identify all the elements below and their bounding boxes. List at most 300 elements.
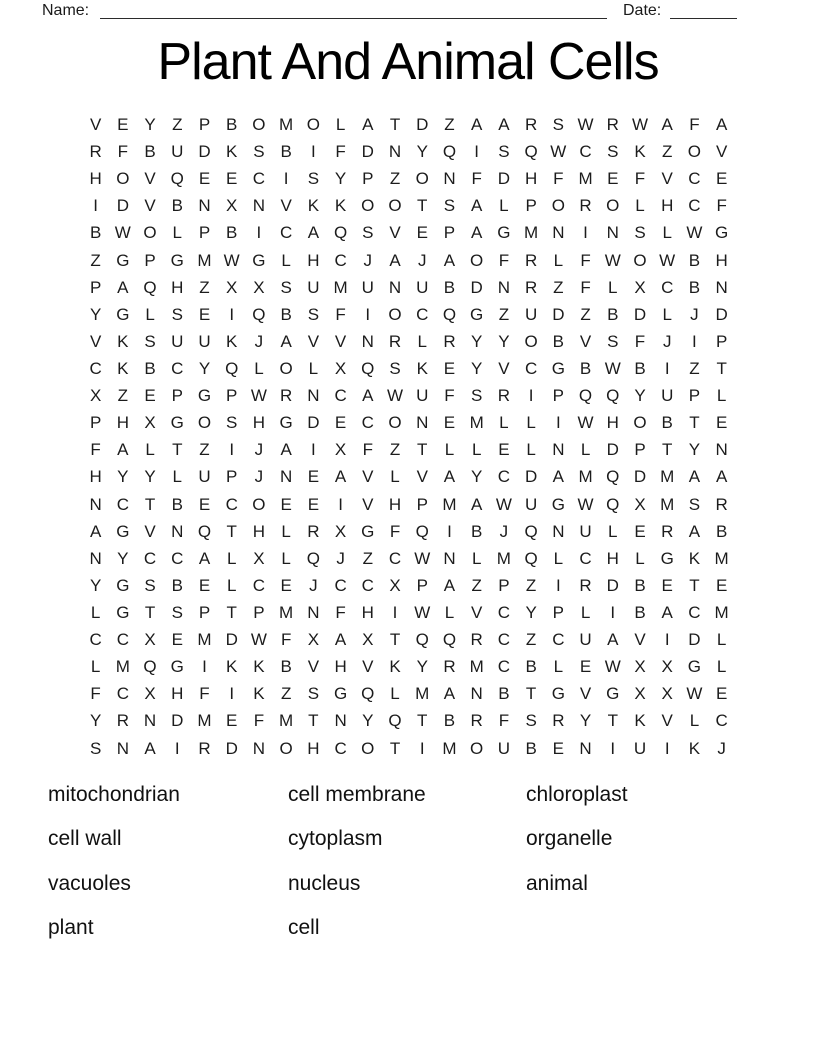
grid-letter-r7-c5: Z [199,277,210,297]
grid-letter-r13-c10: X [334,440,347,460]
grid-letter-r20-c10: A [334,630,347,650]
grid-letter-r2-c22: Z [662,142,673,162]
grid-letter-r23-c11: Y [362,711,374,731]
grid-letter-r17-c3: C [143,548,157,568]
grid-letter-r5-c5: P [198,223,211,243]
grid-letter-r9-c19: V [579,331,592,351]
grid-letter-r1-c3: Y [144,115,156,134]
grid-letter-r20-c8: F [280,630,292,650]
grid-letter-r15-c22: M [660,494,675,514]
grid-letter-r6-c24: H [715,250,728,270]
grid-letter-r19-c5: P [198,602,211,622]
grid-letter-r23-c12: Q [388,711,402,731]
grid-letter-r21-c12: K [389,657,401,677]
grid-letter-r21-c22: X [661,657,673,677]
grid-letter-r18-c9: J [309,575,318,595]
grid-letter-r8-c3: L [145,304,155,324]
grid-letter-r22-c8: Z [280,684,292,704]
grid-letter-r22-c3: X [144,684,156,704]
grid-letter-r11-c21: Y [634,386,646,406]
grid-letter-r9-c17: O [524,331,538,351]
grid-letter-r16-c7: H [252,521,266,541]
grid-letter-r12-c1: P [89,413,102,433]
grid-letter-r6-c2: G [116,250,130,270]
grid-letter-r2-c23: O [687,142,702,162]
grid-letter-r3-c17: H [524,169,538,189]
word-list [48,773,768,950]
grid-letter-r13-c16: E [498,440,510,460]
grid-letter-r19-c2: G [116,602,130,622]
grid-letter-r24-c22: I [664,738,670,758]
grid-letter-r22-c1: F [90,684,101,704]
grid-letter-r24-c12: T [389,738,401,758]
grid-letter-r20-c13: Q [415,630,429,650]
grid-letter-r12-c6: S [226,413,238,433]
grid-letter-r11-c23: P [688,386,701,406]
grid-letter-r8-c8: B [280,304,292,324]
grid-letter-r1-c9: O [306,115,320,134]
grid-letter-r3-c12: Z [389,169,401,189]
grid-letter-r11-c6: P [226,386,238,406]
grid-letter-r20-c7: W [250,630,267,650]
grid-letter-r15-c13: P [416,494,428,514]
grid-letter-r11-c1: X [89,386,102,406]
grid-letter-r9-c1: V [89,331,102,351]
grid-letter-r12-c19: W [577,413,594,433]
grid-letter-r18-c7: C [252,575,266,595]
grid-letter-r13-c19: L [580,440,591,460]
grid-letter-r3-c10: Y [334,169,347,189]
grid-letter-r14-c20: Q [606,467,620,487]
grid-letter-r15-c12: H [388,494,402,514]
grid-letter-r8-c18: D [552,304,565,324]
name-label: Name: [42,2,90,19]
grid-letter-r10-c20: W [604,358,621,378]
grid-letter-r21-c1: L [90,657,101,677]
grid-letter-r2-c9: I [310,142,316,162]
grid-letter-r21-c23: G [687,657,702,677]
grid-letter-r24-c1: S [89,738,102,758]
grid-letter-r4-c14: S [443,196,456,216]
grid-letter-r21-c8: B [280,657,292,677]
grid-letter-r7-c23: B [688,277,701,297]
grid-letter-r1-c11: A [362,115,374,134]
grid-letter-r6-c14: A [443,250,456,270]
grid-letter-r7-c14: B [443,277,456,297]
grid-letter-r13-c14: L [444,440,455,460]
grid-letter-r4-c9: K [307,196,320,216]
date-label: Date: [623,2,662,19]
grid-letter-r4-c20: O [606,196,620,216]
grid-letter-r13-c3: L [145,440,155,460]
grid-letter-r20-c5: M [197,630,212,650]
grid-letter-r15-c14: M [442,494,457,514]
grid-letter-r6-c7: G [252,250,266,270]
grid-letter-r19-c16: C [497,602,511,622]
grid-letter-r13-c7: J [254,440,264,460]
grid-letter-r6-c21: O [633,250,647,270]
grid-letter-r6-c18: L [553,250,564,270]
grid-letter-r10-c4: C [171,358,184,378]
grid-letter-r5-c2: W [114,223,131,243]
grid-letter-r3-c23: C [688,169,701,189]
grid-letter-r4-c13: T [417,196,428,216]
grid-letter-r4-c15: A [471,196,483,216]
grid-letter-r4-c24: F [716,196,727,216]
grid-letter-r21-c11: V [362,657,374,677]
grid-letter-r19-c22: A [661,602,673,622]
grid-letter-r2-c12: N [388,142,402,162]
grid-letter-r13-c2: A [117,440,129,460]
grid-letter-r11-c24: L [716,386,727,406]
grid-letter-r20-c11: X [362,630,374,650]
grid-letter-r8-c24: D [715,304,728,324]
grid-letter-r2-c2: F [117,142,129,162]
word-item: cell [288,915,320,939]
grid-letter-r15-c21: X [634,494,646,514]
grid-letter-r6-c22: W [659,250,676,270]
grid-letter-r12-c13: N [416,413,429,433]
word-list-column-2 [288,773,526,950]
puzzle-title: Plant And Animal Cells [157,33,659,91]
grid-letter-r24-c5: R [198,738,211,758]
grid-letter-r9-c9: V [307,331,320,351]
grid-letter-r5-c22: L [662,223,672,243]
grid-letter-r17-c21: L [635,548,645,568]
grid-letter-r18-c2: G [116,575,130,595]
grid-letter-r3-c1: H [89,169,102,189]
grid-letter-r10-c18: G [551,358,565,378]
grid-letter-r10-c24: T [716,358,727,378]
grid-letter-r6-c1: Z [90,250,101,270]
grid-letter-r24-c3: A [144,738,156,758]
grid-letter-r1-c12: T [389,115,401,134]
grid-letter-r22-c7: K [253,684,265,704]
grid-letter-r13-c18: N [552,440,565,460]
grid-letter-r19-c4: S [171,602,183,622]
grid-letter-r10-c3: B [144,358,156,378]
grid-letter-r22-c14: A [443,684,456,704]
grid-letter-r22-c21: X [634,684,646,704]
grid-letter-r23-c9: T [308,711,319,731]
grid-letter-r19-c19: L [580,602,591,622]
date-blank-line [670,0,737,19]
grid-letter-r18-c24: E [715,575,728,595]
grid-letter-r16-c1: A [89,521,102,541]
grid-letter-r11-c12: W [386,386,404,406]
grid-letter-r17-c14: N [443,548,456,568]
grid-letter-r18-c21: B [634,575,646,595]
grid-letter-r23-c18: R [552,711,565,731]
word-item: chloroplast [526,783,628,806]
word-item: mitochondrian [48,783,180,806]
grid-letter-r7-c17: R [524,277,538,297]
grid-letter-r20-c6: D [225,630,238,650]
grid-letter-r14-c18: A [552,467,564,487]
grid-letter-r6-c23: B [688,250,701,270]
grid-letter-r10-c1: C [89,358,102,378]
grid-letter-r19-c1: L [90,602,101,622]
grid-letter-r20-c22: I [664,630,670,650]
grid-letter-r15-c8: E [280,494,292,514]
grid-letter-r8-c21: D [633,304,647,324]
grid-letter-r23-c5: M [197,711,212,731]
grid-letter-r13-c21: P [634,440,646,460]
grid-letter-r10-c10: X [334,358,347,378]
grid-letter-r22-c17: T [525,684,537,704]
grid-letter-r14-c6: P [226,467,238,487]
grid-letter-r4-c10: K [334,196,347,216]
grid-letter-r6-c20: W [604,250,621,270]
grid-letter-r8-c23: J [690,304,699,324]
grid-letter-r8-c15: G [470,304,484,324]
grid-letter-r5-c12: V [389,223,401,243]
word-item: cytoplasm [288,827,383,851]
grid-letter-r12-c15: M [469,413,484,433]
grid-letter-r2-c17: Q [524,142,538,162]
grid-letter-r21-c6: K [226,657,238,677]
grid-letter-r24-c17: B [525,738,537,758]
grid-letter-r6-c15: O [470,250,484,270]
grid-letter-r19-c9: N [307,602,320,622]
grid-letter-r1-c18: S [552,115,564,134]
grid-letter-r20-c19: U [579,630,592,650]
grid-letter-r21-c10: H [334,657,347,677]
grid-letter-r18-c1: Y [89,575,102,595]
grid-letter-r11-c9: N [307,386,320,406]
grid-letter-r24-c9: H [307,738,320,758]
grid-letter-r22-c13: M [415,684,430,704]
grid-letter-r1-c4: Z [172,115,183,134]
grid-letter-r24-c8: O [279,738,293,758]
grid-letter-r4-c3: V [144,196,156,216]
grid-letter-r12-c16: L [499,413,509,433]
grid-letter-r21-c18: L [553,657,564,677]
word-item: animal [526,871,588,895]
grid-letter-r6-c3: P [144,250,156,270]
grid-letter-r4-c22: H [661,196,674,216]
grid-letter-r9-c11: N [361,331,374,351]
grid-letter-r11-c3: E [144,386,156,406]
grid-letter-r1-c19: W [577,115,594,134]
grid-letter-r2-c5: D [198,142,211,162]
grid-letter-r17-c4: C [171,548,184,568]
grid-letter-r9-c16: Y [498,331,510,351]
grid-letter-r20-c21: V [634,630,646,650]
grid-letter-r21-c15: M [469,657,484,677]
grid-letter-r3-c20: E [607,169,619,189]
grid-letter-r4-c1: I [93,196,98,216]
grid-letter-r12-c9: D [307,413,320,433]
grid-letter-r16-c11: G [361,521,375,541]
grid-letter-r11-c4: P [171,386,183,406]
grid-letter-r23-c19: Y [579,711,592,731]
grid-letter-r14-c16: C [497,467,511,487]
word-item: cell wall [48,827,122,851]
grid-letter-r5-c24: G [715,223,729,243]
grid-letter-r7-c21: X [634,277,646,297]
grid-letter-r17-c20: H [606,548,619,568]
grid-letter-r1-c23: F [689,115,700,134]
grid-letter-r5-c1: B [89,223,102,243]
grid-letter-r23-c3: N [143,711,157,731]
grid-letter-r10-c2: K [117,358,129,378]
grid-letter-r8-c11: I [365,304,371,324]
grid-letter-r13-c17: L [526,440,536,460]
grid-letter-r22-c22: X [661,684,673,704]
grid-letter-r16-c24: B [715,521,728,541]
grid-letter-r13-c1: F [90,440,101,460]
grid-letter-r20-c16: C [497,630,511,650]
grid-letter-r6-c17: R [524,250,538,270]
grid-letter-r11-c17: I [528,386,534,406]
grid-letter-r24-c24: J [717,738,726,758]
grid-letter-r23-c1: Y [89,711,102,731]
grid-letter-r9-c5: U [198,331,211,351]
grid-letter-r9-c15: Y [471,331,483,351]
grid-letter-r22-c19: V [579,684,592,704]
grid-letter-r17-c9: Q [306,548,320,568]
grid-letter-r22-c11: Q [361,684,375,704]
grid-letter-r4-c11: O [361,196,375,216]
word-search-grid [82,111,735,762]
grid-letter-r1-c1: V [89,115,102,134]
grid-letter-r14-c10: A [334,467,347,487]
grid-letter-r14-c19: M [578,467,593,487]
grid-letter-r20-c15: R [470,630,483,650]
grid-letter-r22-c6: I [229,684,235,704]
grid-letter-r23-c17: S [525,711,537,731]
grid-letter-r12-c10: E [334,413,347,433]
grid-letter-r20-c9: X [307,630,320,650]
grid-letter-r14-c2: Y [117,467,129,487]
grid-letter-r5-c11: S [362,223,374,243]
grid-letter-r23-c14: B [443,711,456,731]
grid-letter-r7-c8: S [280,277,292,297]
grid-letter-r9-c8: A [280,331,292,351]
grid-letter-r1-c6: B [226,115,238,134]
grid-letter-r13-c20: D [606,440,619,460]
grid-letter-r3-c3: V [144,169,156,189]
grid-letter-r22-c23: W [686,684,703,704]
grid-letter-r3-c4: Q [170,169,184,189]
grid-letter-r2-c4: U [171,142,184,162]
grid-letter-r22-c10: G [333,684,348,704]
grid-letter-r11-c22: U [661,386,674,406]
grid-letter-r24-c11: O [361,738,375,758]
grid-letter-r18-c8: E [280,575,292,595]
grid-letter-r11-c13: U [416,386,429,406]
grid-letter-r15-c17: U [524,494,538,514]
grid-letter-r4-c18: O [551,196,565,216]
grid-letter-r7-c6: X [226,277,238,297]
grid-letter-r17-c15: L [471,548,482,568]
grid-letter-r12-c24: E [715,413,728,433]
grid-letter-r5-c18: N [552,223,565,243]
grid-letter-r9-c13: L [417,331,427,351]
grid-letter-r5-c23: W [686,223,703,243]
grid-letter-r24-c14: M [442,738,457,758]
grid-letter-r21-c13: Y [416,657,428,677]
grid-letter-r14-c11: V [362,467,374,487]
grid-letter-r3-c21: F [634,169,646,189]
grid-letter-r3-c11: P [362,169,374,189]
grid-letter-r16-c15: B [471,521,483,541]
grid-letter-r12-c14: E [443,413,456,433]
grid-letter-r6-c9: H [307,250,320,270]
word-item: vacuoles [48,871,131,895]
grid-letter-r18-c15: Z [471,575,482,595]
grid-letter-r7-c9: U [307,277,320,297]
grid-letter-r1-c13: D [416,115,429,134]
grid-letter-r21-c3: Q [143,657,157,677]
grid-letter-r24-c23: K [688,738,701,758]
grid-letter-r16-c4: N [171,521,184,541]
grid-letter-r18-c22: E [661,575,673,595]
grid-letter-r3-c8: I [283,169,289,189]
grid-letter-r11-c5: G [197,386,212,406]
grid-letter-r7-c22: C [661,277,674,297]
grid-letter-r10-c7: L [254,358,264,378]
grid-letter-r11-c20: Q [606,386,620,406]
grid-letter-r18-c20: D [606,575,619,595]
grid-letter-r19-c17: Y [525,602,537,622]
grid-letter-r9-c23: I [692,331,697,351]
grid-letter-r12-c4: G [170,413,184,433]
grid-letter-r4-c5: N [198,196,211,216]
grid-letter-r24-c21: U [633,738,647,758]
grid-letter-r19-c12: I [392,602,398,622]
grid-letter-r9-c21: F [634,331,646,351]
grid-letter-r8-c9: S [307,304,320,324]
grid-letter-r10-c13: K [416,358,428,378]
grid-letter-r9-c14: R [443,331,456,351]
grid-letter-r2-c20: S [607,142,619,162]
grid-letter-r15-c24: R [715,494,728,514]
grid-letter-r4-c23: C [688,196,701,216]
grid-letter-r3-c24: E [715,169,728,189]
grid-letter-r3-c14: N [443,169,456,189]
grid-letter-r13-c24: N [715,440,728,460]
grid-letter-r23-c22: V [661,711,673,731]
grid-letter-r14-c24: A [715,467,728,487]
grid-letter-r21-c7: K [253,657,265,677]
grid-letter-r12-c7: H [252,413,266,433]
grid-letter-r16-c21: E [634,521,646,541]
grid-letter-r24-c4: I [174,738,180,758]
grid-letter-r16-c16: J [499,521,509,541]
grid-letter-r8-c12: O [388,304,402,324]
grid-letter-r20-c20: A [607,630,619,650]
grid-letter-r17-c24: M [714,548,729,568]
grid-letter-r6-c5: M [197,250,212,270]
grid-letter-r19-c11: H [361,602,374,622]
grid-letter-r19-c10: F [335,602,346,622]
grid-letter-r16-c20: L [608,521,618,541]
grid-letter-r1-c16: A [498,115,510,134]
grid-letter-r11-c19: Q [578,386,593,406]
grid-letter-r7-c19: F [580,277,591,297]
grid-letter-r6-c13: J [417,250,427,270]
grid-letter-r24-c19: N [579,738,592,758]
grid-letter-r15-c20: Q [606,494,620,514]
word-list-column-3 [526,773,768,950]
grid-letter-r14-c5: U [198,467,211,487]
grid-letter-r5-c9: A [307,223,320,243]
grid-letter-r16-c18: N [552,521,565,541]
grid-letter-r17-c1: N [89,548,102,568]
grid-letter-r7-c15: D [470,277,483,297]
